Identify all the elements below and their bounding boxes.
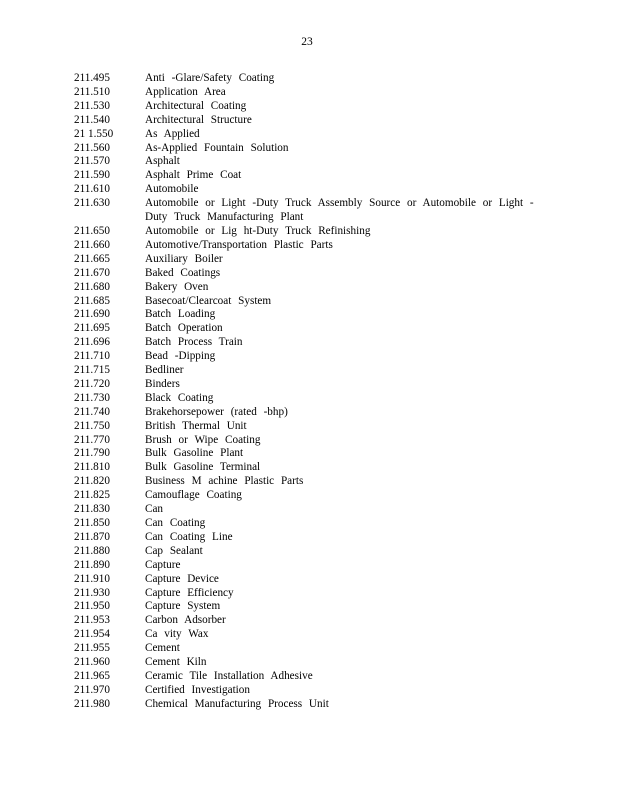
section-number: 211.880: [74, 544, 110, 557]
section-number: 211.685: [74, 294, 110, 307]
defined-term: Camouflage Coating: [145, 489, 242, 502]
list-item: [74, 434, 594, 448]
list-item: [74, 628, 594, 642]
list-item: [74, 684, 594, 698]
list-item: [74, 197, 594, 225]
list-item: [74, 183, 594, 197]
defined-term: As-Applied Fountain Solution: [145, 141, 289, 154]
defined-term: Bulk Gasoline Plant: [145, 447, 244, 460]
list-item: [74, 614, 594, 628]
defined-term: Automotive/Transportation Plastic Parts: [145, 238, 333, 251]
section-number: 211.715: [74, 364, 110, 377]
list-item: [74, 447, 594, 461]
list-item: [74, 308, 594, 322]
section-number: 211.965: [74, 669, 110, 682]
defined-term: Bakery Oven: [145, 280, 209, 293]
defined-term: Binders: [145, 377, 180, 390]
list-item: [74, 225, 594, 239]
defined-term: Basecoat/Clearcoat System: [145, 294, 272, 307]
list-item: [74, 72, 594, 86]
section-number: 211.870: [74, 530, 110, 543]
list-item: [74, 698, 594, 712]
section-number: 211.590: [74, 169, 110, 182]
list-item: [74, 461, 594, 475]
page-number: 23: [301, 36, 313, 48]
defined-term: Bedliner: [145, 364, 184, 377]
defined-term: Can Coating: [145, 517, 206, 529]
section-number: 211.820: [74, 475, 110, 488]
defined-term: Business M achine Plastic Parts: [145, 475, 304, 488]
definition-list: [74, 72, 594, 712]
list-item: [74, 155, 594, 169]
section-number: 211.630: [74, 197, 110, 210]
section-number: 211.530: [74, 99, 110, 112]
list-item: [74, 545, 594, 559]
list-item: [74, 281, 594, 295]
defined-term: Can: [145, 503, 164, 516]
defined-term: Cement: [145, 642, 180, 655]
section-number: 211.540: [74, 113, 110, 126]
list-item: [74, 559, 594, 573]
section-number: 211.953: [74, 614, 110, 627]
section-number: 211.750: [74, 419, 110, 432]
defined-term: Automobile: [145, 183, 199, 196]
defined-term: As Applied: [145, 127, 200, 140]
defined-term: Capture Efficiency: [145, 586, 234, 599]
list-item: [74, 128, 594, 142]
defined-term: Capture: [145, 558, 181, 571]
defined-term: Batch Loading: [145, 308, 216, 321]
list-item: [74, 267, 594, 281]
section-number: 211.930: [74, 586, 110, 599]
section-number: 211.570: [74, 155, 110, 168]
defined-term: Asphalt Prime Coat: [145, 169, 242, 182]
defined-term: Asphalt: [145, 155, 180, 168]
list-item: [74, 322, 594, 336]
defined-term: British Thermal Unit: [145, 419, 247, 432]
list-item: [74, 114, 594, 128]
section-number: 211.695: [74, 322, 110, 335]
list-item: [74, 350, 594, 364]
defined-term: Batch Process Train: [145, 336, 243, 349]
list-item: [74, 392, 594, 406]
defined-term: Ca vity Wax: [145, 628, 209, 641]
defined-term: Architectural Coating: [145, 99, 247, 112]
list-item: [74, 642, 594, 656]
defined-term: Brakehorsepower (rated -bhp): [145, 405, 288, 418]
section-number: 211.850: [74, 517, 110, 529]
section-number: 211.970: [74, 683, 110, 696]
section-number: 211.710: [74, 350, 110, 363]
defined-term: Ceramic Tile Installation Adhesive: [145, 669, 313, 682]
defined-term: Carbon Adsorber: [145, 614, 226, 627]
defined-term: Baked Coatings: [145, 266, 221, 279]
list-item: [74, 517, 594, 531]
list-item: [74, 600, 594, 614]
list-item: [74, 670, 594, 684]
list-item: [74, 295, 594, 309]
defined-term: Certified Investigation: [145, 683, 250, 696]
section-number: 211.680: [74, 280, 110, 293]
section-number: 211.696: [74, 336, 110, 349]
list-item: [74, 336, 594, 350]
list-item: [74, 420, 594, 434]
defined-term: Bulk Gasoline Terminal: [145, 461, 261, 474]
list-item: [74, 100, 594, 114]
section-number: 211.830: [74, 503, 110, 516]
section-number: 211.720: [74, 377, 110, 390]
list-item: [74, 406, 594, 420]
defined-term: Bead -Dipping: [145, 350, 216, 363]
defined-term: Cement Kiln: [145, 656, 207, 669]
defined-term: Batch Operation: [145, 322, 223, 335]
section-number: 211.980: [74, 697, 110, 710]
section-number: 211.650: [74, 224, 110, 237]
section-number: 211.665: [74, 252, 110, 265]
section-number: 211.910: [74, 572, 110, 585]
section-number: 211.960: [74, 656, 110, 669]
defined-term: Capture System: [145, 600, 221, 613]
list-item: [74, 169, 594, 183]
list-item: [74, 364, 594, 378]
section-number: 211.890: [74, 558, 110, 571]
section-number: 211.954: [74, 628, 110, 641]
section-number: 211.660: [74, 238, 110, 251]
list-item: [74, 253, 594, 267]
section-number: 21 1.550: [74, 127, 114, 140]
section-number: 211.810: [74, 461, 110, 474]
defined-term: Brush or Wipe Coating: [145, 433, 261, 446]
defined-term: Automobile or Lig ht-Duty Truck Refinishing: [145, 224, 371, 237]
section-number: 211.955: [74, 642, 110, 655]
section-number: 211.950: [74, 600, 110, 613]
list-item: [74, 239, 594, 253]
section-number: 211.510: [74, 85, 110, 98]
list-item: [74, 531, 594, 545]
list-item: [74, 489, 594, 503]
section-number: 211.825: [74, 489, 110, 502]
list-item: [74, 86, 594, 100]
defined-term: Architectural Structure: [145, 113, 252, 126]
defined-term: Anti -Glare/Safety Coating: [145, 72, 275, 84]
section-number: 211.740: [74, 405, 110, 418]
defined-term: Cap Sealant: [145, 544, 203, 557]
defined-term: Chemical Manufacturing Process Unit: [145, 697, 329, 710]
section-number: 211.790: [74, 447, 110, 460]
defined-term: Auxiliary Boiler: [145, 252, 223, 265]
defined-term: Black Coating: [145, 391, 214, 404]
list-item: [74, 378, 594, 392]
section-number: 211.610: [74, 183, 110, 196]
section-number: 211.690: [74, 308, 110, 321]
list-item: [74, 573, 594, 587]
defined-term: Automobile or Light -Duty Truck Assembly Source or Automobile or Light -Duty Truck Manufacturing Plant: [145, 197, 534, 224]
list-item: [74, 587, 594, 601]
list-item: [74, 142, 594, 156]
section-number: 211.495: [74, 72, 110, 84]
section-number: 211.560: [74, 141, 110, 154]
section-number: 211.770: [74, 433, 110, 446]
section-number: 211.670: [74, 266, 110, 279]
list-item: [74, 656, 594, 670]
section-number: 211.730: [74, 391, 110, 404]
list-item: [74, 475, 594, 489]
defined-term: Can Coating Line: [145, 530, 233, 543]
defined-term: Capture Device: [145, 572, 219, 585]
list-item: [74, 503, 594, 517]
defined-term: Application Area: [145, 85, 226, 98]
